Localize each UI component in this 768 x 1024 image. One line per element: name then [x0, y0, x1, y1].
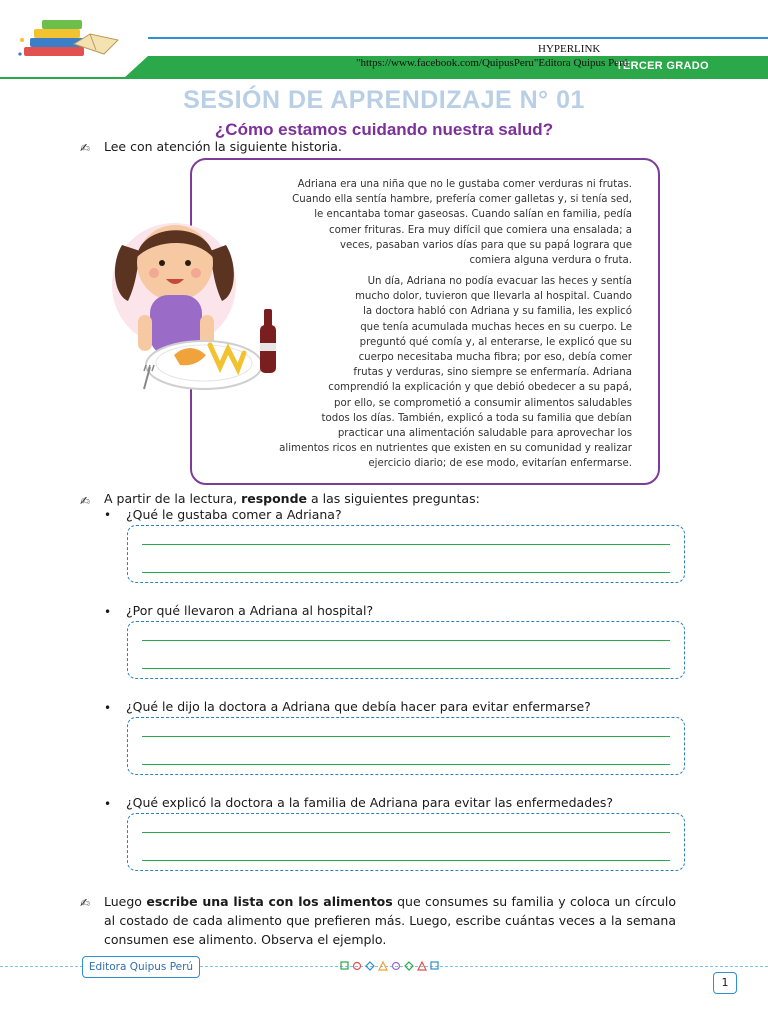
pencil-icon: ✍ — [80, 896, 91, 910]
story-line: veces, pasaban varios días para que su papá lograra que — [339, 239, 632, 251]
questions-intro: A partir de la lectura, responde a las siguientes preguntas: — [104, 491, 480, 506]
pencil-icon: ✍ — [80, 494, 91, 508]
story-line: le encantaba tomar gaseosas. Cuando salían en familia, pedía — [314, 209, 632, 221]
bullet-icon: • — [104, 701, 112, 715]
bullet-icon: • — [104, 508, 112, 522]
story-line: cuerpo necesitaba mucha fibra; por eso, debía comer — [358, 352, 632, 364]
page-number: 1 — [713, 972, 737, 994]
story-line: comer frituras. Era muy difícil que comiera una ensalada; a — [328, 224, 632, 236]
story-line: preguntó qué comía y, al enterarse, le explicó que su — [359, 336, 632, 348]
reading-instruction: Lee con atención la siguiente historia. — [104, 139, 342, 154]
answer-box-2[interactable] — [127, 621, 685, 679]
story-line: Un día, Adriana no podía evacuar las heces y sentía — [367, 276, 632, 287]
bullet-icon: • — [104, 605, 112, 619]
story-line: Cuando ella sentía hambre, prefería comer galletas y, si tenía sed, — [292, 194, 632, 206]
story-line: que tenía acumulada muchas heces en su cuerpo. Le — [360, 321, 632, 333]
answer-box-3[interactable] — [127, 717, 685, 775]
story-line: ejercicio diario; de ese modo, evitarían enfermarse. — [368, 458, 632, 470]
hyperlink-url[interactable]: "https://www.facebook.com/QuipusPeru"Editora Quipus Perú — [356, 57, 629, 69]
story-line: mucho dolor, tuvieron que llevarla al hospital. Cuando — [354, 291, 632, 303]
grade-label: TERCER GRADO — [616, 60, 709, 72]
list-instruction: Luego escribe una lista con los alimentos que consumes su familia y coloca un círculo al costado de cada alimento que prefieren más. Luego, escribe cuántas veces a la semana consumen ese alimento. Observa el ejemplo. — [104, 894, 676, 947]
story-line: comiera alguna verdura o fruta. — [469, 255, 632, 267]
answer-box-1[interactable] — [127, 525, 685, 583]
story-line: frutas y verduras, sino siempre se enfermaría. Adriana — [353, 367, 632, 379]
story-line: Adriana era una niña que no le gustaba comer verduras ni frutas. — [297, 179, 632, 190]
story-line: por ello, se comprometió a consumir alimentos saludables — [334, 397, 632, 409]
question-3: ¿Qué le dijo la doctora a Adriana que debía hacer para evitar enfermarse? — [126, 699, 591, 714]
decorative-shapes-icon — [340, 960, 440, 972]
bullet-icon: • — [104, 797, 112, 811]
header-top-line — [148, 37, 768, 39]
question-1: ¿Qué le gustaba comer a Adriana? — [126, 507, 342, 522]
story-line: alimentos ricos en nutrientes que existen en su comunidad y realizar — [279, 443, 632, 455]
footer-brand: Editora Quipus Perú — [82, 956, 200, 978]
story-line: la doctora habló con Adriana y su familia, les explicó — [363, 306, 632, 318]
hyperlink-label[interactable]: HYPERLINK — [538, 43, 601, 55]
question-2: ¿Por qué llevaron a Adriana al hospital? — [126, 603, 374, 618]
pencil-icon: ✍ — [80, 141, 91, 155]
girl-eating-illustration — [110, 205, 290, 405]
books-logo-icon — [12, 10, 120, 66]
story-line: comprendió la explicación y que debió obedecer a su papá, — [328, 382, 632, 394]
page-subtitle: ¿Cómo estamos cuidando nuestra salud? — [214, 120, 554, 139]
answer-box-4[interactable] — [127, 813, 685, 871]
header-green-line — [0, 77, 768, 79]
question-4: ¿Qué explicó la doctora a la familia de Adriana para evitar las enfermedades? — [126, 795, 613, 810]
page-title: SESIÓN DE APRENDIZAJE N° 01 — [183, 86, 585, 114]
story-line: todos los días. También, explicó a toda su familia que debían — [321, 412, 632, 424]
story-line: practicar una alimentación saludable para aprovechar los — [337, 428, 632, 440]
